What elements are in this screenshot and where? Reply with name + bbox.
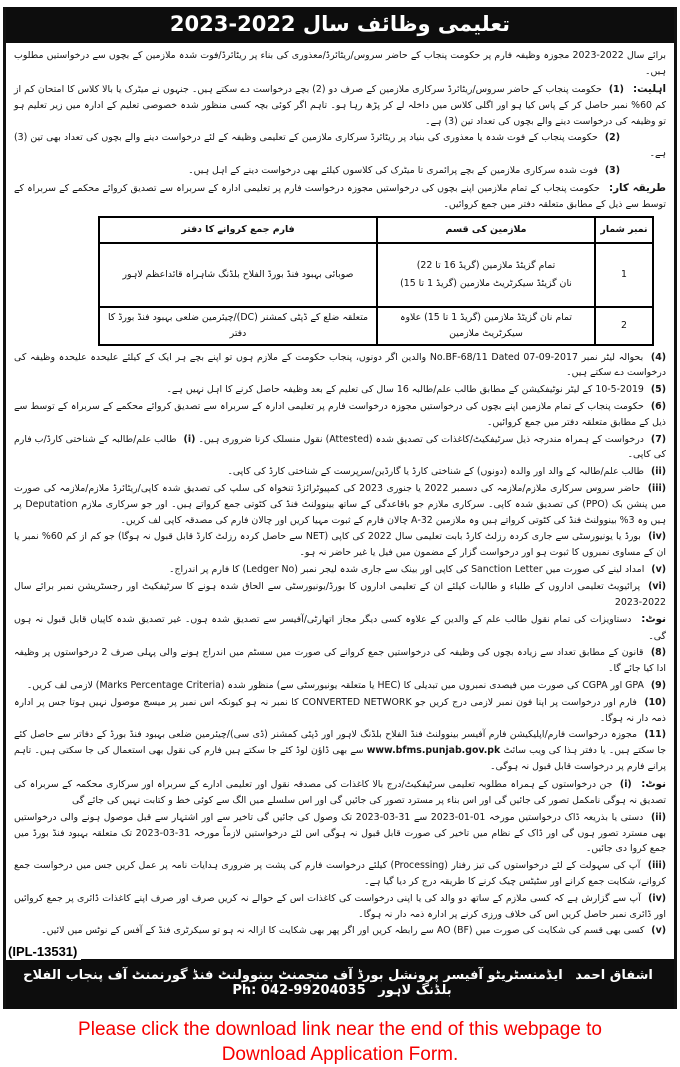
clause-11 bbox=[14, 727, 666, 774]
item-number: (v) bbox=[651, 563, 666, 575]
item-text: کسی بھی قسم کی شکایت کی صورت میں AO (BF) سے رابطہ کریں اور اگر پھر بھی شکایت کا ازالہ نہ ہو تو سیکرٹری فنڈ کے آفس کے نوٹس میں لائیں۔ bbox=[41, 925, 645, 937]
item-text: حکومت پنجاب کے فوت شدہ یا معذوری کی بنیاد پر ریٹائرڈ سرکاری ملازمین کے تعلیمی وظیفہ کے لئے درخواست دینے والے بچوں کی تعداد بھی تین (3) ہے۔ bbox=[14, 132, 666, 160]
procedure-paragraph bbox=[14, 180, 666, 213]
eligibility-label: اہلیت: bbox=[633, 82, 666, 95]
procedure-text: حکومت پنجاب کے تمام ملازمین اپنے بچوں کی درخواستیں مجوزہ درخواست فارم پر تعلیمی ادارہ کے سربراہ سے تصدیق کروائے محکمے کے سربراہ کے توسط سے ذیل کے مطابق متعلقہ دفتر میں جمع کروائیں۔ bbox=[14, 182, 666, 211]
table-row bbox=[99, 307, 653, 345]
item-number: (9) bbox=[650, 680, 666, 691]
note-label: نوٹ: bbox=[641, 613, 666, 626]
footer-zone bbox=[6, 944, 674, 1009]
footer-phone-number: Ph: 042-99204035 bbox=[232, 983, 366, 999]
item-text: فارم اور درخواست پر اپنا فون نمبر لازمی درج کریں جو CONVERTED NETWORK کا نمبر نہ ہو کیونکہ اس نمبر پر میسج موصول نہیں ہوتا جس پر ادارہ ذمہ دار نہ ہوگا۔ bbox=[14, 696, 666, 724]
footer-designation: ایڈمنسٹریٹو آفیسر پرونشل بورڈ آف منجمنٹ بینوولنٹ فنڈ گورنمنٹ آف پنجاب الفلاح بلڈنگ لاہور bbox=[23, 968, 563, 999]
final-note-v bbox=[14, 923, 666, 939]
column-header-serial: نمبر شمار bbox=[595, 217, 653, 243]
item-text: امداد لینے کی صورت میں Sanction Letter کی کاپی اور بینک سے جاری شدہ لیجر نمبر (Ledger No) کا فارم پر اندراج۔ bbox=[168, 563, 645, 575]
final-note-ii bbox=[14, 810, 666, 857]
download-instruction-line-2: Download Application Form. bbox=[221, 1044, 459, 1066]
item-text: قانون کے مطابق تعداد سے زیادہ بچوں کی وظیفہ کی درخواستیں جمع کروانے کی صورت میں سسٹم میں اندراج ہونے والی پہلی صرف 2 درخواستوں پر وظیفہ ادا کیا جائے گا۔ bbox=[14, 647, 666, 675]
item-number: (iv) bbox=[648, 892, 666, 904]
item-number: (vi) bbox=[648, 580, 666, 592]
intro-paragraph bbox=[14, 48, 666, 80]
subitem-number: (i) bbox=[183, 433, 196, 445]
subclause-v bbox=[14, 562, 666, 578]
subclause-iii bbox=[14, 481, 666, 528]
clause-5 bbox=[14, 382, 666, 398]
submission-offices-table bbox=[98, 216, 654, 346]
footer-bar bbox=[6, 959, 674, 1009]
column-header-employee-type: ملازمین کی قسم bbox=[377, 217, 595, 243]
cell-employee-type: تمام نان گزیٹڈ ملازمین (گریڈ 1 تا 15) علاوہ سیکرٹریٹ ملازمین bbox=[377, 307, 595, 345]
item-text: حکومت پنجاب کے تمام ملازمین اپنے بچوں کی درخواستیں مجوزہ درخواست فارم پر تعلیمی ادارہ کے سربراہ سے تصدیق کروائے محکمے کے سربراہ کے توسط سے ذیل کے مطابق متعلقہ دفتر میں جمع کروائیں۔ bbox=[14, 400, 666, 428]
item-number: (ii) bbox=[650, 466, 666, 478]
cell-employee-type bbox=[377, 243, 595, 307]
item-number: (i) bbox=[619, 778, 632, 790]
subclause-iv bbox=[14, 529, 666, 561]
table-row bbox=[99, 243, 653, 307]
download-instruction-line-1: Please click the download link near the end of this webpage to bbox=[78, 1019, 602, 1041]
subclause-ii bbox=[14, 464, 666, 480]
item-text: دستی یا بذریعہ ڈاک درخواستیں مورخہ 01-01-2023 سے 31-03-2023 تک وصول کی جائیں گی تاخیر سے اور اشتہار سے قبل موصول ہونے والی درخواستیں بھی مسترد تصور ہوں گی اور ڈاک کے نظام میں تاخیر کی صورت قابل قبول نہ ہوگی اس لئے درخواستیں لازماً مورخہ 31-03-2023 تک متعلقہ بہبود فنڈ بورڈ میں جمع کروا دی جائیں۔ bbox=[14, 811, 666, 855]
clause-8 bbox=[14, 645, 666, 677]
item-number: (4) bbox=[650, 351, 667, 363]
ipl-code: (IPL-13531) bbox=[6, 944, 81, 960]
item-number: (6) bbox=[650, 400, 666, 412]
note-label: نوٹ: bbox=[641, 777, 666, 790]
item-text: بحوالہ لیٹر نمبر No.BF-68/11 Dated 07-09-2017 والدین اگر دونوں، پنجاب حکومت کے ملازم ہوں تو اپنے بچے ہر ایک کے کیلئے علیحدہ علیحدہ وظیفہ کی درخواست دے سکتے ہیں۔ bbox=[14, 351, 666, 379]
item-number: (10) bbox=[644, 696, 666, 708]
item-text: آپ سے گزارش ہے کہ کسی ملازم کے ساتھ دو والد کی یا اپنی درخواست کی کاغذات اس کے حوالے نہ کریں صرف اور صرف اپنے کاغذات ڈائری پر جمع کروائیں اور ڈائری نمبر حاصل کریں اس کی خلاف ورزی کرنے پر ادارہ ذمہ دار نہ ہوگا۔ bbox=[14, 892, 666, 920]
clause-10 bbox=[14, 695, 666, 727]
footer-signatory-name: اشفاق احمد bbox=[575, 968, 653, 984]
item-number: (v) bbox=[651, 925, 666, 937]
item-text: فوت شدہ سرکاری ملازمین کے بچے پرائمری تا میٹرک کی کلاسوں کیلئے بھی درخواست دینے کے اہل ہیں۔ bbox=[188, 165, 598, 177]
final-note-i bbox=[14, 776, 666, 809]
item-number: (8) bbox=[650, 647, 666, 659]
item-text: 10-5-2019 کے لیٹر نوٹیفکیشن کے مطابق طالب علم/طالبہ 16 سال کی تعلیم کے بعد وظیفہ حاصل کرنے کا اہل نہیں ہے۔ bbox=[166, 384, 644, 396]
document-frame bbox=[3, 7, 677, 1009]
item-text: GPA اور CGPA کی صورت میں فیصدی نمبروں میں تبدیلی کا (HEC یا متعلقہ یونیورسٹی سے) منظور شدہ (Marks Percentage Criteria) لازمی لف کریں۔ bbox=[26, 680, 644, 691]
clause-6 bbox=[14, 399, 666, 431]
cell-office: متعلقہ ضلع کے ڈپٹی کمشنر (DC)/چیئرمین ضلعی بہبود فنڈ بورڈ کا دفتر bbox=[99, 307, 377, 345]
item-text: حکومت پنجاب کے حاضر سروس/ریٹائرڈ سرکاری ملازمین کے صرف دو (2) بچے درخواست دے سکتے ہیں۔ جنہوں نے میٹرک یا بالا کلاس کا امتحان کم از کم 60% نمبر حاصل کر کے پاس کیا ہو اور اگلی کلاس میں داخلہ لے کر پڑھ رہا ہو۔ تاہم اگر کوئی بچہ کسی منظور شدہ خصوصی تعلیم کے ادارہ میں زیر تعلیم ہو تو وظیفہ کی درخواست دینے والے بچوں کی تعداد تین (3) ہے۔ bbox=[14, 83, 666, 127]
page-title: تعلیمی وظائف سال 2022-2023 bbox=[169, 12, 511, 36]
item-number: (iii) bbox=[647, 482, 666, 494]
clause-4 bbox=[14, 350, 666, 382]
item-text: بورڈ یا یونیورسٹی سے جاری کردہ رزلٹ کارڈ بابت تعلیمی سال 2022 کی کاپی (NET سے حاصل کردہ رزلٹ کارڈ قابل قبول نہ ہوگا) جو کم از کم 60% نمبر یا ان کے مساوی نمبروں کا ثبوت ہو اور درخواست گزار کے مضمون میں فیل یا غیر حاضر نہ ہو۔ bbox=[14, 531, 666, 559]
document-body bbox=[6, 43, 674, 943]
employee-type-line: نان گزیٹڈ سیکرٹریٹ ملازمین (گریڈ 1 تا 15) bbox=[400, 278, 572, 290]
eligibility-item-2 bbox=[14, 130, 666, 162]
employee-type-line: تمام گزیٹڈ ملازمین (گریڈ 16 تا 22) bbox=[416, 259, 556, 271]
item-number: (ii) bbox=[650, 811, 666, 823]
item-number: (1) bbox=[608, 83, 624, 95]
final-note-iii bbox=[14, 858, 666, 890]
cell-serial: 1 bbox=[595, 243, 653, 307]
item-number: (iv) bbox=[648, 531, 667, 543]
item-text: حاضر سروس سرکاری ملازم/ملازمہ کی دسمبر 2022 یا جنوری 2023 کی کمپیوٹرائزڈ تنخواہ کی سلپ کی تصدیق شدہ کاپی/ریٹائرڈ ملازم/ملازمہ کی صورت میں پنشن بک (PPO) کی تصدیق شدہ کاپی۔ سرکاری ملازم جو باقاعدگی کے ساتھ بینوولنٹ فنڈ کی کٹوتی جمع کرواتے ہیں۔ اور جو سرکاری ملازم Deputation پر ہیں وہ 3% بینوولنٹ فنڈ کی کٹوتی کرواتے ہیں وہ ملازمین 32-A چالان فارم کے ثبوت مہیا کریں اور چالان فارم کی مصدقہ کاپی لف کریں۔ bbox=[14, 482, 667, 526]
eligibility-item-3 bbox=[14, 163, 666, 179]
item-text: طالب علم/طالبہ کے والد اور والدہ (دونوں) کے شناختی کارڈ یا گارڈین/سرپرست کے شناختی کارڈ کی کاپی۔ bbox=[227, 466, 644, 478]
item-number: (11) bbox=[644, 729, 666, 741]
final-note-iv bbox=[14, 891, 666, 923]
clause-9 bbox=[14, 678, 666, 694]
cell-office: صوبائی بہبود فنڈ بورڈ الفلاح بلڈنگ شاہراہ قائداعظم لاہور bbox=[99, 243, 377, 307]
item-number: (iii) bbox=[647, 860, 666, 872]
download-instruction bbox=[0, 1017, 680, 1067]
subclause-vi bbox=[14, 579, 666, 611]
scholarship-advertisement-page bbox=[0, 7, 680, 1066]
item-text: جن درخواستوں کے ہمراہ مطلوبہ تعلیمی سرٹیفکیٹ/درج بالا کاغذات کی مصدقہ نقول اور تعلیمی ادارے کے سربراہ اور سرکاری محکمہ کے سربراہ کی تصدیق نہ ہوگی نامکمل تصور کی جائیں گی اور اس بناء پر مسترد تصور کی جائیں گی اور اس سلسلے میں الگ سے کوئی خط و کتابت نہیں کی جائے گی bbox=[14, 778, 666, 807]
item-number: (3) bbox=[604, 165, 620, 177]
clause-7 bbox=[14, 432, 666, 464]
cell-serial: 2 bbox=[595, 307, 653, 345]
table-header-row bbox=[99, 217, 653, 243]
intro-text: برائے سال 2022-2023 مجوزہ وظیفہ فارم پر حکومت پنجاب کے حاضر سروس/ریٹائرڈ/معذوری کی بناء پر ریٹائرڈ/فوت شدہ ملازمین کے بچوں سے درخواستیں مطلوب ہیں۔ bbox=[14, 50, 666, 77]
subitem-text: طالب علم/طالبہ کے شناختی کارڈ/ب فارم کی کاپی۔ bbox=[14, 433, 666, 461]
note-text: دستاویزات کی تمام نقول طالب علم کے والدین کے علاوہ کسی دیگر مجاز اتھارٹی/آفیسر سے تصدیق شدہ ہوں۔ غیر تصدیق شدہ کاپیاں قابل قبول نہ ہوں گی۔ bbox=[14, 614, 666, 642]
item-text: مجوزہ درخواست فارم/اپلیکیشن فارم آفیسر بینوولنٹ فنڈ الفلاح بلڈنگ لاہور اور ڈپٹی کمشنر (ڈی سی)/چیئرمین ضلعی بہبود فنڈ بورڈ کے دفاتر سے حاصل کئے جا سکتے ہیں۔ یا دفتر ہذا کی ویب سائٹ bbox=[14, 729, 667, 757]
column-header-office: فارم جمع کروانے کا دفتر bbox=[99, 217, 377, 243]
documents-note bbox=[14, 611, 666, 644]
item-number: (7) bbox=[650, 433, 667, 445]
item-number: (5) bbox=[650, 384, 666, 396]
procedure-label: طریقہ کار: bbox=[608, 181, 666, 194]
item-number: (2) bbox=[604, 132, 620, 144]
item-text: پرائیویٹ تعلیمی اداروں کے طلباء و طالبات کیلئے ان کے تعلیمی اداروں کا بورڈ/یونیورسٹی سے الحاق شدہ ہونے کا سرٹیفکیٹ اور رجسٹریشن نمبر برائے سال 2022-2023 bbox=[14, 580, 666, 608]
eligibility-item-1 bbox=[14, 81, 666, 130]
website-url: www.bfms.punjab.gov.pk bbox=[366, 745, 501, 757]
item-text: آپ کی سہولت کے لئے درخواستوں کی تیز رفتار (Processing) کیلئے درخواست فارم کی پشت پر ضروری ہدایات نامہ پر عمل کریں جس میں درخواست جمع کروانے، شکایت جمع کرانے اور سٹیٹس چیک کرنے کا طریقہ درج کر دیا گیا ہے۔ bbox=[14, 860, 666, 888]
item-text: درخواست کے ہمراہ مندرجہ ذیل سرٹیفکیٹ/کاغذات کی تصدیق شدہ (Attested) نقول منسلک کرنا ضروری ہیں۔ bbox=[198, 433, 644, 445]
item-text: سے بھی ڈاؤن لوڈ کئے جا سکتے ہیں فارم کی نقول بھی استعمال کی جا سکتی ہیں۔ تاہم پرانے فارم پر درخواست قابل قبول نہ ہوگی۔ bbox=[14, 745, 666, 772]
title-bar bbox=[6, 7, 674, 43]
